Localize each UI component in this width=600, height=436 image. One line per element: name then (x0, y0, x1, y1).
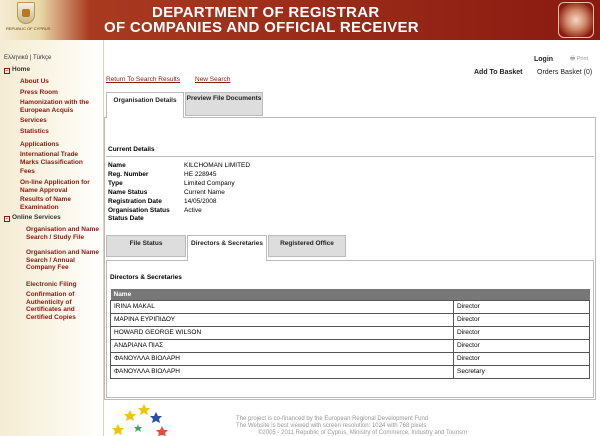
footer-resolution: The Website is best viewed with screen resolution: 1024 with 768 pixels (236, 423, 427, 429)
sidebar-item-press-room[interactable]: Press Room (20, 89, 58, 96)
sidebar-subitem-annual-fee[interactable]: Organisation and Name Search / Annual Company Fee (26, 249, 99, 271)
department-emblem-icon (558, 2, 594, 38)
tab-file-status[interactable]: File Status (106, 235, 186, 257)
footer-cofinanced: The project is co-financed by the European Regional Development Fund (236, 416, 429, 422)
tab-directors-secretaries[interactable]: Directors & Secretaries (187, 235, 267, 261)
sidebar-item-fees[interactable]: Fees (20, 168, 35, 175)
sidebar-item-about-us[interactable]: About Us (20, 78, 49, 85)
print-link[interactable]: 🖶 Print (570, 56, 589, 62)
table-header-row (111, 289, 590, 300)
language-switcher[interactable]: Ελληνικά | Türkçe (4, 55, 52, 61)
sidebar-item-name-examination[interactable]: Results of Name Examination (20, 196, 71, 211)
header-title-line2: OF COMPANIES AND OFFICIAL RECEIVER (104, 19, 419, 36)
table-header-name: Name (111, 289, 590, 300)
detail-label: Name Status (108, 189, 148, 196)
site-header (0, 0, 600, 40)
director-role: Director (454, 352, 590, 365)
directors-title: Directors & Secretaries (110, 274, 182, 281)
sidebar-item-services[interactable]: Services (20, 117, 47, 124)
sidebar-item-harmonization[interactable]: Hamonization with the European Acquis (20, 99, 89, 114)
tab-registered-office[interactable]: Registered Office (268, 235, 346, 257)
table-row (111, 365, 590, 378)
login-link[interactable]: Login (534, 56, 554, 63)
table-row (111, 300, 590, 313)
new-search-link[interactable]: New Search (195, 76, 231, 83)
table-row (111, 352, 590, 365)
director-name: ΜΑΡΙΝΑ ΕΥΡΙΠΙΔΟΥ (111, 313, 454, 326)
detail-value-organisation-status: Active (184, 207, 202, 214)
table-row (111, 339, 590, 352)
detail-label: Reg. Number (108, 171, 149, 178)
detail-value-name: KILCHOMAN LIMITED (184, 162, 251, 169)
current-details-title: Current Details (108, 146, 155, 153)
director-name: HOWARD GEORGE WILSON (111, 326, 454, 339)
sidebar-item-online-name-approval[interactable]: On-line Application for Name Approval (20, 179, 90, 194)
logo-caption: REPUBLIC OF CYPRUS (6, 26, 51, 31)
detail-label: Organisation Status (108, 207, 170, 214)
director-role: Director (454, 326, 590, 339)
detail-label: Registration Date (108, 198, 162, 205)
director-name: ΦΑΝΟΥΛΛΑ ΒΙΟΛΑΡΗ (111, 352, 454, 365)
sidebar-item-trade-marks[interactable]: International Trade Marks Classification (20, 151, 83, 166)
sidebar-subitem-confirmation[interactable]: Confirmation of Authenticity of Certificates and Certified Copies (26, 291, 76, 321)
director-name: IRINA MAKAL (111, 300, 454, 313)
detail-label: Status Date (108, 215, 144, 222)
detail-value-reg-number: HE 228945 (184, 171, 217, 178)
sidebar-item-applications[interactable]: Applications (20, 141, 60, 148)
director-role: Director (454, 313, 590, 326)
sidebar-subitem-study-file[interactable]: Organisation and Name Search / Study File (26, 226, 99, 241)
collapse-icon[interactable]: − (5, 68, 9, 74)
tab-preview-file-documents[interactable]: Preview File Documents (185, 92, 263, 116)
table-row (111, 313, 590, 326)
detail-label: Type (108, 180, 123, 187)
detail-value-registration-date: 14/05/2008 (184, 198, 217, 205)
director-name: ΑΝΔΡΙΑΝΑ ΠΙΑΣ (111, 339, 454, 352)
director-role: Director (454, 300, 590, 313)
footer-copyright: ©2005 - 2011 Republic of Cyprus, Ministry of Commerce, Industry and Tourism (258, 430, 467, 436)
sidebar-item-statistics[interactable]: Statistics (20, 128, 49, 135)
detail-label: Name (108, 162, 126, 169)
add-to-basket-link[interactable]: Add To Basket (474, 69, 523, 76)
divider (106, 156, 594, 157)
cyprus-coat-of-arms-logo[interactable] (6, 2, 51, 38)
director-name: ΦΑΝΟΥΛΛΑ ΒΙΟΛΑΡΗ (111, 365, 454, 378)
eu-stars-logo-icon (108, 402, 172, 436)
director-role: Secretary (454, 365, 590, 378)
orders-basket-link[interactable]: Orders Basket (0) (537, 69, 593, 76)
sidebar-online-services[interactable]: − Online Services (5, 214, 61, 222)
directors-table (110, 289, 590, 379)
printer-icon: 🖶 (570, 56, 576, 62)
return-to-search-link[interactable]: Return To Search Results (106, 76, 180, 83)
sidebar-home[interactable]: − Home (5, 66, 31, 74)
detail-value-name-status: Current Name (184, 189, 225, 196)
director-role: Director (454, 339, 590, 352)
tab-organisation-details[interactable]: Organisation Details (106, 92, 184, 118)
header-title-line1: DEPARTMENT OF REGISTRAR (152, 4, 380, 21)
table-row (111, 326, 590, 339)
shield-icon (17, 2, 35, 24)
collapse-icon[interactable]: − (5, 216, 9, 222)
footer (104, 402, 600, 436)
sidebar (0, 40, 104, 436)
sidebar-subitem-electronic-filing[interactable]: Electronic Filing (26, 281, 77, 288)
detail-value-type: Limited Company (184, 180, 235, 187)
